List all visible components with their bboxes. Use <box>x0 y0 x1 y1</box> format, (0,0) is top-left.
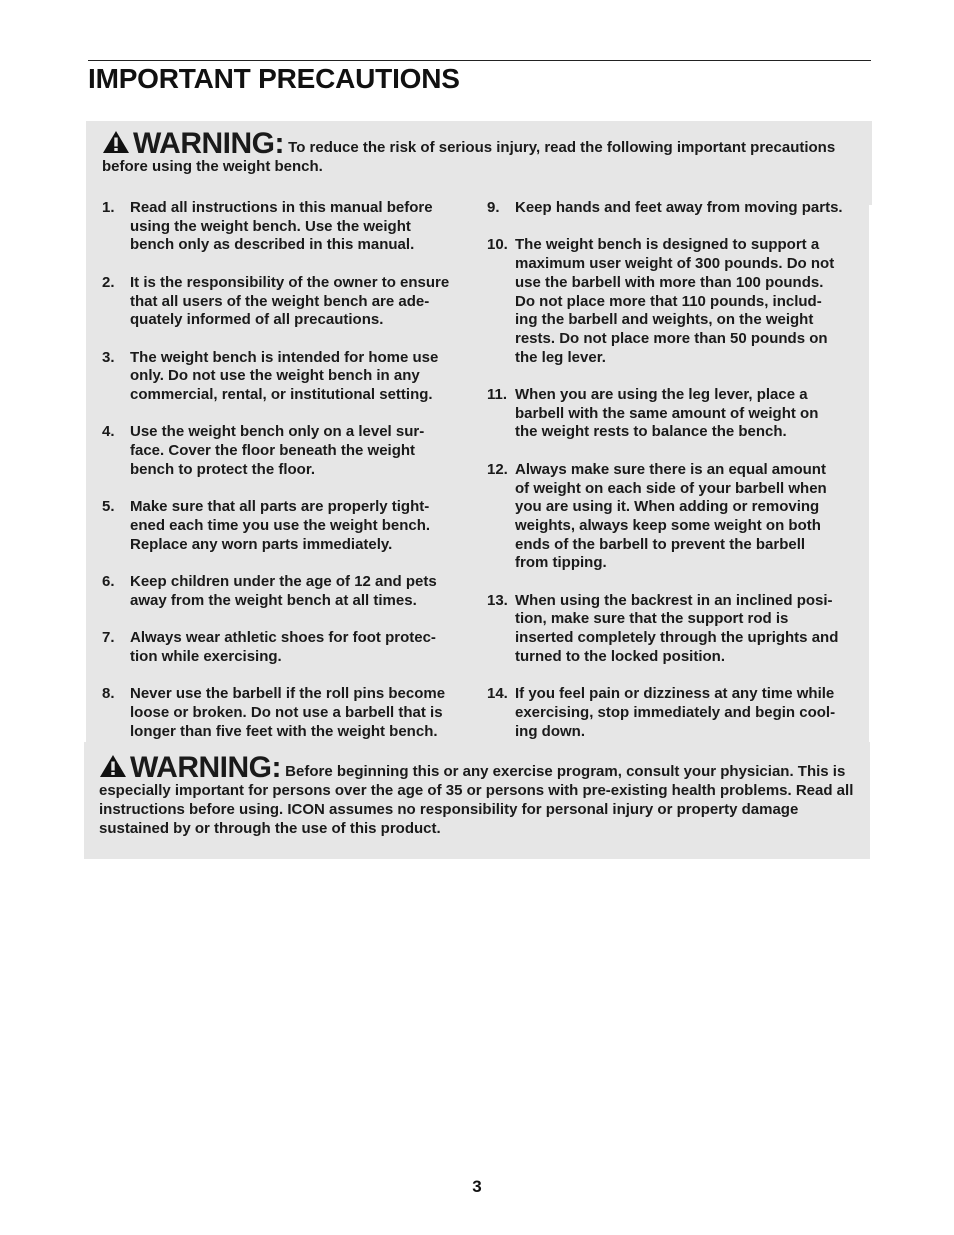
item-number: 1. <box>102 199 115 216</box>
item-number: 8. <box>102 685 115 703</box>
precaution-item <box>487 592 859 667</box>
item-number: 11. <box>487 386 508 403</box>
warning-text: To reduce the risk of serious injury, read the following important precautions before using the weight bench. <box>102 139 836 175</box>
item-number: 10. <box>487 236 508 254</box>
precaution-item <box>487 685 859 741</box>
precaution-item <box>102 423 472 479</box>
item-number: 4. <box>102 423 115 441</box>
item-text: When you are using the leg lever, place a barbell with the same amount of weight on the weight rests to balance the bench. <box>515 386 819 441</box>
page-title: IMPORTANT PRECAUTIONS <box>88 63 460 94</box>
item-text: The weight bench is intended for home use only. Do not use the weight bench in any commercial, rental, or institutional setting. <box>130 348 439 403</box>
precaution-item <box>102 349 472 405</box>
item-text: When using the backrest in an inclined posi- tion, make sure that the support rod is inserted completely through the uprights and turned to the locked position. <box>515 591 839 665</box>
precautions-column-left <box>102 199 472 760</box>
precaution-item <box>102 199 472 255</box>
item-number: 3. <box>102 348 115 366</box>
item-number: 12. <box>487 460 508 478</box>
warning-bottom <box>99 751 859 838</box>
warning-text: Before beginning this or any exercise program, consult your physician. This is especially important for persons over the age of 35 or persons with pre-existing health problems. Read all instructions before using. ICON assumes no responsibility for personal injury or property damage sustained by or through the use of this product. <box>99 763 854 837</box>
precaution-item <box>102 685 472 741</box>
precaution-item <box>487 461 859 573</box>
precaution-item <box>102 629 472 666</box>
item-number: 6. <box>102 572 115 590</box>
item-number: 5. <box>102 498 115 516</box>
item-text: Read all instructions in this manual before using the weight bench. Use the weight bench only as described in this manual. <box>130 199 433 254</box>
item-text: Always wear athletic shoes for foot protec- tion while exercising. <box>130 629 436 665</box>
precautions-column-right <box>487 199 859 760</box>
item-text: Keep children under the age of 12 and pets away from the weight bench at all times. <box>130 572 437 609</box>
page-number: 3 <box>472 1177 482 1196</box>
precaution-item <box>487 236 859 367</box>
item-text: Never use the barbell if the roll pins become loose or broken. Do not use a barbell that is longer than five feet with the weight bench. <box>130 685 446 740</box>
item-number: 2. <box>102 273 115 291</box>
item-text: It is the responsibility of the owner to ensure that all users of the weight bench are ade- quately informed of all precautions. <box>130 273 450 329</box>
warning-label: WARNING: <box>133 127 284 160</box>
precaution-item <box>487 386 859 442</box>
precaution-item <box>102 573 472 610</box>
item-number: 14. <box>487 685 508 703</box>
item-text: Make sure that all parts are properly tight- ened each time you use the weight bench. Replace any worn parts immediately. <box>130 498 431 553</box>
warning-triangle-icon <box>102 130 130 154</box>
item-text: If you feel pain or dizziness at any time while exercising, stop immediately and begin cool- ing down. <box>515 685 836 740</box>
item-text: The weight bench is designed to support a maximum user weight of 300 pounds. Do not use the barbell with more than 100 pounds. Do not place more that 110 pounds, includ- ing the barbell and weights, on the weight rests. Do not place more than 50 pounds on the leg lever. <box>515 236 835 366</box>
item-text: Keep hands and feet away from moving parts. <box>515 199 843 216</box>
item-number: 13. <box>487 591 508 609</box>
warning-triangle-icon <box>99 754 127 778</box>
warning-top <box>102 127 862 176</box>
top-rule <box>88 60 871 61</box>
precaution-item <box>102 498 472 554</box>
item-text: Use the weight bench only on a level sur- face. Cover the floor beneath the weight bench to protect the floor. <box>130 423 425 478</box>
precaution-item <box>487 199 859 218</box>
item-text: Always make sure there is an equal amount of weight on each side of your barbell when you are using it. When adding or removing weights, always keep some weight on both ends of the barbell to prevent the barbell from tipping. <box>515 460 827 572</box>
warning-label: WARNING: <box>130 751 281 784</box>
precaution-item <box>102 274 472 330</box>
item-number: 7. <box>102 629 115 647</box>
item-number: 9. <box>487 199 500 216</box>
